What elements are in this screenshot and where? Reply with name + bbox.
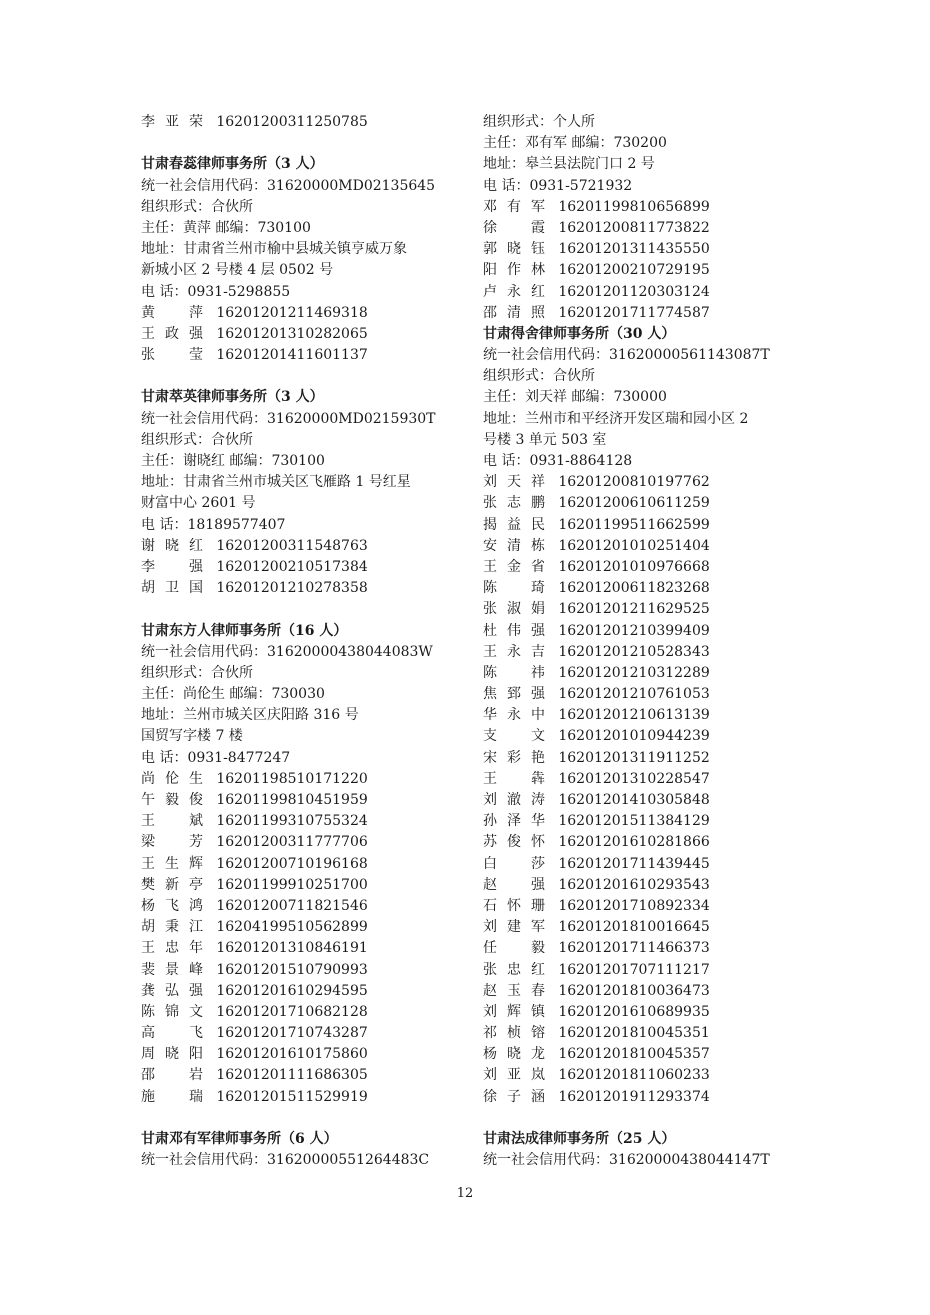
license-number: 16201200810197762 — [558, 474, 710, 491]
firm-info-line: 地址：甘肃省兰州市城关区飞雁路 1 号红星 — [141, 474, 411, 491]
lawyer-name: 王永吉 — [483, 643, 545, 660]
lawyer-name: 李亚荣 — [141, 114, 203, 130]
lawyer-row — [483, 684, 801, 705]
lawyer-name: 白莎 — [483, 855, 545, 872]
lawyer-name: 张志鹏 — [483, 495, 545, 512]
firm-info-line: 统一社会信用代码：31620000438044147T — [483, 1152, 770, 1169]
lawyer-row — [483, 960, 801, 981]
license-number: 16201199511662599 — [558, 516, 710, 533]
license-number: 16201200811773822 — [558, 219, 710, 236]
firm-info-line: 组织形式：合伙所 — [141, 431, 253, 448]
license-number: 16201200611823268 — [558, 580, 710, 597]
lawyer-name: 刘亚岚 — [483, 1067, 545, 1084]
lawyer-name: 王忠年 — [141, 940, 203, 957]
license-number: 16201198510171220 — [216, 770, 368, 787]
lawyer-row — [141, 917, 459, 938]
lawyer-name: 郭晓钰 — [483, 241, 545, 258]
lawyer-name: 邵清照 — [483, 304, 545, 321]
lawyer-row — [483, 472, 801, 493]
lawyer-row — [483, 705, 801, 726]
lawyer-row — [483, 748, 801, 769]
lawyer-row — [483, 642, 801, 663]
lawyer-name: 安清栋 — [483, 537, 545, 554]
license-number: 16201200610611259 — [558, 495, 710, 512]
firm-info-line: 电 话：0931-5298855 — [141, 283, 291, 300]
license-number: 16201199810451959 — [216, 792, 368, 808]
lawyer-name: 王政强 — [141, 325, 203, 342]
lawyer-name: 陈锦文 — [141, 1003, 203, 1020]
license-number: 16201200210729195 — [558, 262, 710, 279]
firm-title: 甘肃得舍律师事务所（30 人） — [483, 325, 676, 342]
license-number: 16201201711466373 — [558, 940, 710, 957]
lawyer-row — [483, 260, 801, 281]
license-number: 16201201710892334 — [558, 897, 710, 914]
page-number: 12 — [456, 1186, 474, 1201]
license-number: 16201201210312289 — [558, 664, 710, 681]
lawyer-row — [483, 938, 801, 959]
license-number: 16201201410305848 — [558, 792, 710, 808]
license-number: 16201201210399409 — [558, 622, 710, 639]
license-number: 16201201310846191 — [216, 940, 368, 957]
lawyer-name: 石怀珊 — [483, 897, 545, 914]
lawyer-row — [141, 981, 459, 1002]
license-number: 16201201911293374 — [558, 1088, 710, 1105]
firm-info-line: 财富中心 2601 号 — [141, 495, 256, 512]
license-number: 16201201311435550 — [558, 241, 710, 258]
license-number: 16201201210278358 — [216, 580, 368, 597]
license-number: 16201201310228547 — [558, 770, 710, 787]
license-number: 16201201610293543 — [558, 876, 710, 893]
lawyer-row — [483, 769, 801, 790]
license-number: 16201200710196168 — [216, 855, 368, 872]
lawyer-name: 杜伟强 — [483, 622, 545, 639]
lawyer-name: 支文 — [483, 728, 545, 745]
lawyer-name: 胡卫国 — [141, 580, 203, 597]
firm-info-line: 地址：兰州市和平经济开发区瑞和园小区 2 — [483, 410, 749, 427]
lawyer-name: 午毅俊 — [141, 792, 203, 808]
lawyer-row — [141, 769, 459, 790]
left-column — [141, 112, 459, 1171]
lawyer-row — [483, 896, 801, 917]
lawyer-name: 刘建军 — [483, 919, 545, 936]
lawyer-row — [141, 938, 459, 959]
lawyer-row — [483, 197, 801, 218]
license-number: 16201201610294595 — [216, 982, 368, 999]
lawyer-row — [483, 663, 801, 684]
license-number: 16201201310282065 — [216, 325, 368, 342]
firm-info-line: 地址：皋兰县法院门口 2 号 — [483, 156, 655, 173]
license-number: 16201201610689935 — [558, 1003, 710, 1020]
firm-info-line: 统一社会信用代码：31620000551264483C — [141, 1152, 430, 1169]
license-number: 16201201210613139 — [558, 707, 710, 724]
firm-info-line: 组织形式：合伙所 — [141, 198, 253, 215]
lawyer-name: 王犇 — [483, 770, 545, 787]
firm-info-line: 组织形式：个人所 — [483, 114, 595, 130]
license-number: 16201201511529919 — [216, 1088, 368, 1105]
lawyer-name: 陈琦 — [483, 580, 545, 597]
lawyer-row — [141, 112, 459, 133]
license-number: 16201201210528343 — [558, 643, 710, 660]
lawyer-name: 王金省 — [483, 558, 545, 575]
lawyer-row — [483, 1065, 801, 1086]
firm-info-line: 主任：谢晓红 邮编：730100 — [141, 453, 325, 469]
lawyer-row — [483, 790, 801, 811]
section-gap — [141, 1108, 459, 1129]
section-gap — [141, 599, 459, 620]
section-gap — [141, 133, 459, 154]
lawyer-row — [483, 1002, 801, 1023]
lawyer-name: 卢永红 — [483, 283, 545, 300]
firm-info-line: 国贸写字楼 7 楼 — [141, 728, 243, 745]
lawyer-name: 邓有军 — [483, 198, 545, 215]
lawyer-name: 阳作林 — [483, 262, 545, 279]
firm-info-line: 号楼 3 单元 503 室 — [483, 431, 607, 448]
firm-info-line: 统一社会信用代码：31620000MD0215930T — [141, 410, 436, 427]
firm-title: 甘肃邓有军律师事务所（6 人） — [141, 1131, 338, 1147]
lawyer-name: 高飞 — [141, 1025, 203, 1042]
lawyer-row — [483, 1044, 801, 1065]
lawyer-row — [141, 557, 459, 578]
lawyer-row — [141, 536, 459, 557]
section-gap — [141, 366, 459, 387]
lawyer-name: 赵强 — [483, 876, 545, 893]
lawyer-row — [483, 599, 801, 620]
lawyer-row — [141, 896, 459, 917]
license-number: 16201201710682128 — [216, 1003, 368, 1020]
lawyer-row — [141, 324, 459, 345]
license-number: 16201201810045351 — [558, 1025, 710, 1042]
lawyer-row — [141, 345, 459, 366]
license-number: 16201201211629525 — [558, 601, 710, 618]
lawyer-row — [141, 811, 459, 832]
lawyer-name: 刘澈涛 — [483, 792, 545, 808]
lawyer-row — [141, 832, 459, 853]
lawyer-name: 李强 — [141, 558, 203, 575]
firm-title: 甘肃东方人律师事务所（16 人） — [141, 622, 348, 639]
lawyer-name: 张莹 — [141, 347, 203, 364]
license-number: 16201201811060233 — [558, 1067, 710, 1084]
lawyer-row — [483, 557, 801, 578]
lawyer-row — [141, 303, 459, 324]
lawyer-row — [483, 536, 801, 557]
lawyer-row — [483, 493, 801, 514]
lawyer-row — [483, 917, 801, 938]
lawyer-name: 揭益民 — [483, 516, 545, 533]
lawyer-name: 华永中 — [483, 707, 545, 724]
lawyer-row — [141, 875, 459, 896]
license-number: 16201201510790993 — [216, 961, 368, 978]
lawyer-name: 胡秉江 — [141, 919, 203, 936]
lawyer-row — [483, 981, 801, 1002]
license-number: 16201201010251404 — [558, 537, 710, 554]
lawyer-row — [141, 854, 459, 875]
lawyer-name: 徐子涵 — [483, 1088, 545, 1105]
lawyer-name: 徐霞 — [483, 219, 545, 236]
lawyer-name: 王斌 — [141, 813, 203, 830]
license-number: 16201201111686305 — [216, 1067, 368, 1084]
license-number: 16201201511384129 — [558, 813, 710, 830]
license-number: 16201199810656899 — [558, 198, 710, 215]
license-number: 16201199910251700 — [216, 876, 368, 893]
lawyer-row — [141, 790, 459, 811]
license-number: 16201201610281866 — [558, 834, 710, 851]
lawyer-name: 黄萍 — [141, 304, 203, 321]
lawyer-name: 任毅 — [483, 940, 545, 957]
lawyer-name: 孙泽华 — [483, 813, 545, 830]
license-number: 16201200311777706 — [216, 834, 368, 851]
lawyer-name: 杨晓龙 — [483, 1046, 545, 1063]
lawyer-name: 张忠红 — [483, 961, 545, 978]
firm-info-line: 统一社会信用代码：31620000561143087T — [483, 347, 770, 364]
section-gap — [483, 1108, 801, 1129]
right-column — [483, 112, 801, 1171]
firm-info-line: 地址：兰州市城关区庆阳路 316 号 — [141, 707, 359, 724]
firm-info-line: 主任：邓有军 邮编：730200 — [483, 135, 667, 152]
license-number: 16201201710743287 — [216, 1025, 368, 1042]
lawyer-row — [483, 218, 801, 239]
lawyer-name: 尚伦生 — [141, 770, 203, 787]
license-number: 16201201711774587 — [558, 304, 710, 321]
lawyer-row — [141, 578, 459, 599]
license-number: 16201199310755324 — [216, 813, 368, 830]
firm-title: 甘肃春蕊律师事务所（3 人） — [141, 156, 324, 173]
lawyer-name: 谢晓红 — [141, 537, 203, 554]
lawyer-row — [141, 1087, 459, 1108]
firm-info-line: 主任：刘天祥 邮编：730000 — [483, 389, 667, 406]
license-number: 16201201810036473 — [558, 982, 710, 999]
lawyer-row — [141, 960, 459, 981]
lawyer-row — [141, 1002, 459, 1023]
firm-info-line: 主任：黄萍 邮编：730100 — [141, 219, 311, 236]
lawyer-row — [483, 854, 801, 875]
lawyer-row — [483, 832, 801, 853]
lawyer-row — [483, 875, 801, 896]
firm-info-line: 统一社会信用代码：31620000438044083W — [141, 643, 433, 660]
license-number: 16201201010976668 — [558, 558, 710, 575]
lawyer-name: 王生辉 — [141, 855, 203, 872]
lawyer-row — [141, 1044, 459, 1065]
lawyer-name: 宋彩艳 — [483, 749, 545, 766]
lawyer-row — [483, 239, 801, 260]
license-number: 16201200711821546 — [216, 897, 368, 914]
license-number: 16201200311250785 — [216, 114, 368, 130]
lawyer-name: 刘辉镇 — [483, 1003, 545, 1020]
license-number: 16204199510562899 — [216, 919, 368, 936]
lawyer-name: 刘天祥 — [483, 474, 545, 491]
lawyer-name: 杨飞鸿 — [141, 897, 203, 914]
lawyer-name: 樊新亭 — [141, 876, 203, 893]
lawyer-name: 裴景峰 — [141, 961, 203, 978]
firm-title: 甘肃萃英律师事务所（3 人） — [141, 389, 324, 406]
firm-info-line: 电 话：0931-8864128 — [483, 453, 633, 469]
lawyer-name: 焦郅强 — [483, 686, 545, 703]
license-number: 16201201810016645 — [558, 919, 710, 936]
lawyer-name: 龚弘强 — [141, 982, 203, 999]
lawyer-row — [483, 1087, 801, 1108]
lawyer-row — [141, 1023, 459, 1044]
license-number: 16201200210517384 — [216, 558, 368, 575]
lawyer-row — [483, 621, 801, 642]
license-number: 16201201211469318 — [216, 304, 368, 321]
lawyer-row — [483, 303, 801, 324]
lawyer-row — [483, 515, 801, 536]
license-number: 16201201010944239 — [558, 728, 710, 745]
firm-info-line: 电 话：18189577407 — [141, 516, 286, 533]
firm-info-line: 组织形式：合伙所 — [141, 664, 253, 681]
firm-info-line: 新城小区 2 号楼 4 层 0502 号 — [141, 262, 334, 279]
license-number: 16201201711439445 — [558, 855, 710, 872]
lawyer-name: 苏俊怀 — [483, 834, 545, 851]
firm-info-line: 电 话：0931-8477247 — [141, 749, 291, 766]
license-number: 16201201707111217 — [558, 961, 710, 978]
lawyer-row — [483, 282, 801, 303]
lawyer-name: 张淑娟 — [483, 601, 545, 618]
lawyer-row — [483, 811, 801, 832]
firm-info-line: 地址：甘肃省兰州市榆中县城关镇亨威万象 — [141, 241, 407, 258]
license-number: 16201201311911252 — [558, 749, 710, 766]
lawyer-name: 赵玉春 — [483, 982, 545, 999]
lawyer-name: 梁芳 — [141, 834, 203, 851]
firm-title: 甘肃法成律师事务所（25 人） — [483, 1131, 676, 1147]
license-number: 16201201210761053 — [558, 686, 710, 703]
license-number: 16201201120303124 — [558, 283, 710, 300]
lawyer-row — [483, 1023, 801, 1044]
firm-info-line: 组织形式：合伙所 — [483, 368, 595, 385]
lawyer-name: 祁桢镕 — [483, 1025, 545, 1042]
lawyer-name: 施瑞 — [141, 1088, 203, 1105]
lawyer-name: 陈祎 — [483, 664, 545, 681]
firm-info-line: 统一社会信用代码：31620000MD02135645 — [141, 177, 436, 194]
license-number: 16201201810045357 — [558, 1046, 710, 1063]
lawyer-name: 邵岩 — [141, 1067, 203, 1084]
lawyer-row — [483, 578, 801, 599]
firm-info-line: 电 话：0931-5721932 — [483, 177, 633, 194]
license-number: 16201201610175860 — [216, 1046, 368, 1063]
license-number: 16201201411601137 — [216, 347, 368, 364]
firm-info-line: 主任：尚伦生 邮编：730030 — [141, 686, 325, 703]
lawyer-name: 周晓阳 — [141, 1046, 203, 1063]
lawyer-row — [483, 726, 801, 747]
lawyer-row — [141, 1065, 459, 1086]
license-number: 16201200311548763 — [216, 537, 368, 554]
